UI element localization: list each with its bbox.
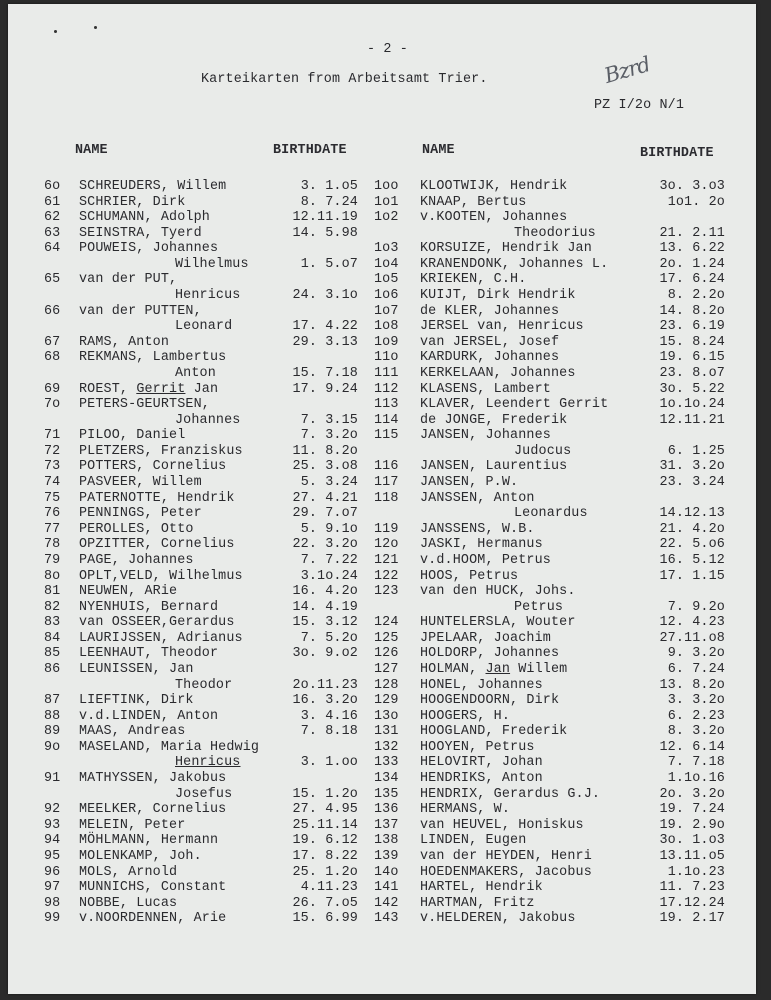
entry-birthdate: 23. 6.19 bbox=[659, 319, 725, 335]
entry-birthdate: 7. 3.2o bbox=[300, 428, 358, 444]
entry-birthdate: 7. 7.22 bbox=[300, 552, 358, 568]
entry-name: HERMANS, W. bbox=[420, 802, 511, 818]
entry-birthdate: 1. 5.o7 bbox=[300, 256, 358, 272]
page-number: - 2 - bbox=[367, 42, 408, 57]
entry-number: 115 bbox=[374, 428, 399, 444]
entry-birthdate: 12. 6.14 bbox=[659, 739, 725, 755]
entry-number: 132 bbox=[374, 739, 399, 755]
entry-birthdate: 25. 1.2o bbox=[292, 864, 358, 880]
entry-number: 77 bbox=[44, 521, 61, 537]
entry-name: Judocus bbox=[514, 443, 572, 459]
entry-number: 143 bbox=[374, 911, 399, 927]
entry-name: Henricus bbox=[175, 755, 241, 771]
entry-number: 74 bbox=[44, 475, 61, 491]
entry-name: Theodorius bbox=[514, 225, 596, 241]
entry-number: 125 bbox=[374, 630, 399, 646]
entry-name: RAMS, Anton bbox=[79, 334, 170, 350]
entry-birthdate: 3.1o.24 bbox=[300, 568, 358, 584]
punch-mark bbox=[54, 30, 57, 33]
entry-number: 119 bbox=[374, 521, 399, 537]
entry-birthdate: 25.11.14 bbox=[292, 817, 358, 833]
entry-number: 78 bbox=[44, 537, 61, 553]
entry-name: MOLS, Arnold bbox=[79, 864, 178, 880]
entry-name: LINDEN, Eugen bbox=[420, 833, 527, 849]
entry-name: HARTEL, Hendrik bbox=[420, 880, 543, 896]
entry-birthdate: 12.11.19 bbox=[292, 210, 358, 226]
left-birthdate-header: BIRTHDATE bbox=[273, 143, 347, 158]
entry-name: KORSUIZE, Hendrik Jan bbox=[420, 241, 592, 257]
entry-number: 8o bbox=[44, 568, 61, 584]
entry-name: REKMANS, Lambertus bbox=[79, 350, 227, 366]
entry-name: KUIJT, Dirk Hendrik bbox=[420, 288, 576, 304]
entry-number: 98 bbox=[44, 895, 61, 911]
entry-birthdate: 17. 6.24 bbox=[659, 272, 725, 288]
entry-name: v.HELDEREN, Jakobus bbox=[420, 911, 576, 927]
entry-number: 61 bbox=[44, 194, 61, 210]
entry-birthdate: 19. 7.24 bbox=[659, 802, 725, 818]
entry-name: NEUWEN, ARie bbox=[79, 584, 178, 600]
entry-number: 89 bbox=[44, 724, 61, 740]
entry-number: 131 bbox=[374, 724, 399, 740]
entry-birthdate: 1o1. 2o bbox=[667, 194, 725, 210]
entry-birthdate: 23. 8.o7 bbox=[659, 365, 725, 381]
entry-birthdate: 19. 6.12 bbox=[292, 833, 358, 849]
entry-name: HOLMAN, Jan Willem bbox=[420, 661, 568, 677]
entry-name: JANSSENS, W.B. bbox=[420, 521, 535, 537]
entry-birthdate: 22. 3.2o bbox=[292, 537, 358, 553]
entry-name: SCHUMANN, Adolph bbox=[79, 210, 210, 226]
entry-birthdate: 4.11.23 bbox=[300, 880, 358, 896]
entry-name: HENDRIX, Gerardus G.J. bbox=[420, 786, 601, 802]
entry-number: 6o bbox=[44, 179, 61, 194]
entry-number: 76 bbox=[44, 506, 61, 522]
entry-birthdate: 7. 5.2o bbox=[300, 630, 358, 646]
entry-birthdate: 14.12.13 bbox=[659, 506, 725, 522]
entry-name: HOOS, Petrus bbox=[420, 568, 519, 584]
entry-name: JANSEN, Laurentius bbox=[420, 459, 568, 475]
entry-number: 1o5 bbox=[374, 272, 399, 288]
entry-name: PEROLLES, Otto bbox=[79, 521, 194, 537]
entry-number: 85 bbox=[44, 646, 61, 662]
entry-name: MASELAND, Maria Hedwig bbox=[79, 739, 260, 755]
entry-birthdate: 16. 3.2o bbox=[292, 693, 358, 709]
entry-name: MELEIN, Peter bbox=[79, 817, 186, 833]
entry-name: PILOO, Daniel bbox=[79, 428, 186, 444]
entry-birthdate: 27. 4.21 bbox=[292, 490, 358, 506]
entry-number: 114 bbox=[374, 412, 399, 428]
entry-number: 113 bbox=[374, 397, 399, 413]
entry-name: Anton bbox=[175, 365, 216, 381]
entry-birthdate: 13.11.o5 bbox=[659, 848, 725, 864]
entry-birthdate: 3o. 3.o3 bbox=[659, 179, 725, 194]
entry-name: HONEL, Johannes bbox=[420, 677, 543, 693]
entry-number: 12o bbox=[374, 537, 399, 553]
entry-birthdate: 7. 9.2o bbox=[667, 599, 725, 615]
entry-birthdate: 17. 9.24 bbox=[292, 381, 358, 397]
entry-birthdate: 14. 4.19 bbox=[292, 599, 358, 615]
entry-birthdate: 7. 7.18 bbox=[667, 755, 725, 771]
entry-birthdate: 19. 2.9o bbox=[659, 817, 725, 833]
entry-name: van der PUT, bbox=[79, 272, 178, 288]
entry-name: JPELAAR, Joachim bbox=[420, 630, 551, 646]
entry-birthdate: 8. 7.24 bbox=[300, 194, 358, 210]
entry-birthdate: 8. 3.2o bbox=[667, 724, 725, 740]
entry-name: HOEDENMAKERS, Jacobus bbox=[420, 864, 592, 880]
entry-number: 9o bbox=[44, 739, 61, 755]
entry-number: 14o bbox=[374, 864, 399, 880]
entry-name: MEELKER, Cornelius bbox=[79, 802, 227, 818]
entry-name: Leonard bbox=[175, 319, 233, 335]
entry-number: 1oo bbox=[374, 179, 399, 194]
entry-birthdate: 8. 2.2o bbox=[667, 288, 725, 304]
entry-name: Henricus bbox=[175, 288, 241, 304]
entry-name: Leonardus bbox=[514, 506, 588, 522]
entry-birthdate: 1.1o.16 bbox=[667, 771, 725, 787]
entry-birthdate: 3o. 1.o3 bbox=[659, 833, 725, 849]
entry-number: 84 bbox=[44, 630, 61, 646]
entry-birthdate: 3. 1.o5 bbox=[300, 179, 358, 194]
entry-name: v.NOORDENNEN, Arie bbox=[79, 911, 227, 927]
entry-name: MOLENKAMP, Joh. bbox=[79, 848, 202, 864]
entry-name: SEINSTRA, Tyerd bbox=[79, 225, 202, 241]
entry-birthdate: 19. 6.15 bbox=[659, 350, 725, 366]
entry-name: MÖHLMANN, Hermann bbox=[79, 833, 219, 849]
entry-birthdate: 3. 3.2o bbox=[667, 693, 725, 709]
entry-birthdate: 9. 3.2o bbox=[667, 646, 725, 662]
entry-number: 135 bbox=[374, 786, 399, 802]
entry-number: 1o6 bbox=[374, 288, 399, 304]
entry-number: 65 bbox=[44, 272, 61, 288]
entry-name: KRIEKEN, C.H. bbox=[420, 272, 527, 288]
entry-birthdate: 15. 8.24 bbox=[659, 334, 725, 350]
entry-birthdate: 3o. 9.o2 bbox=[292, 646, 358, 662]
entry-name: JASKI, Hermanus bbox=[420, 537, 543, 553]
entry-birthdate: 3o. 5.22 bbox=[659, 381, 725, 397]
entry-name: KLOOTWIJK, Hendrik bbox=[420, 179, 568, 194]
entry-name: NYENHUIS, Bernard bbox=[79, 599, 219, 615]
entry-name: KNAAP, Bertus bbox=[420, 194, 527, 210]
entry-number: 73 bbox=[44, 459, 61, 475]
entry-name: ROEST, Gerrit Jan bbox=[79, 381, 219, 397]
entry-number: 79 bbox=[44, 552, 61, 568]
entry-number: 87 bbox=[44, 693, 61, 709]
entry-number: 1o3 bbox=[374, 241, 399, 257]
entry-birthdate: 15. 6.99 bbox=[292, 911, 358, 927]
entry-name: van HEUVEL, Honiskus bbox=[420, 817, 584, 833]
entry-birthdate: 3. 1.oo bbox=[300, 755, 358, 771]
entry-name: MUNNICHS, Constant bbox=[79, 880, 227, 896]
entry-number: 71 bbox=[44, 428, 61, 444]
entry-birthdate: 27. 4.95 bbox=[292, 802, 358, 818]
entry-name: JANSEN, Johannes bbox=[420, 428, 551, 444]
entry-birthdate: 1o.1o.24 bbox=[659, 397, 725, 413]
entry-number: 118 bbox=[374, 490, 399, 506]
entry-name: van der HEYDEN, Henri bbox=[420, 848, 592, 864]
document-page bbox=[8, 4, 756, 994]
entry-number: 82 bbox=[44, 599, 61, 615]
entry-name: de JONGE, Frederik bbox=[420, 412, 568, 428]
entry-birthdate: 17. 8.22 bbox=[292, 848, 358, 864]
entry-number: 81 bbox=[44, 584, 61, 600]
entry-number: 139 bbox=[374, 848, 399, 864]
entry-birthdate: 25. 3.o8 bbox=[292, 459, 358, 475]
entry-number: 138 bbox=[374, 833, 399, 849]
entry-number: 111 bbox=[374, 365, 399, 381]
entry-name: MAAS, Andreas bbox=[79, 724, 186, 740]
entry-name: PLETZERS, Franziskus bbox=[79, 443, 243, 459]
entry-name: KERKELAAN, Johannes bbox=[420, 365, 576, 381]
entry-birthdate: 7. 3.15 bbox=[300, 412, 358, 428]
entry-birthdate: 17. 4.22 bbox=[292, 319, 358, 335]
entry-number: 68 bbox=[44, 350, 61, 366]
entry-birthdate: 29. 7.o7 bbox=[292, 506, 358, 522]
entry-name: KLASENS, Lambert bbox=[420, 381, 551, 397]
entry-name: SCHREUDERS, Willem bbox=[79, 179, 227, 194]
entry-number: 1o1 bbox=[374, 194, 399, 210]
entry-number: 97 bbox=[44, 880, 61, 896]
entry-name: LEUNISSEN, Jan bbox=[79, 661, 194, 677]
entry-name: Petrus bbox=[514, 599, 564, 615]
entry-name: KLAVER, Leendert Gerrit bbox=[420, 397, 609, 413]
entry-name: van der PUTTEN, bbox=[79, 303, 202, 319]
entry-name: POUWEIS, Johannes bbox=[79, 241, 219, 257]
entry-number: 13o bbox=[374, 708, 399, 724]
entry-name: LIEFTINK, Dirk bbox=[79, 693, 194, 709]
entry-birthdate: 31. 3.2o bbox=[659, 459, 725, 475]
entry-name: KARDURK, Johannes bbox=[420, 350, 560, 366]
entry-name: JANSEN, P.W. bbox=[420, 475, 519, 491]
entry-birthdate: 5. 9.1o bbox=[300, 521, 358, 537]
entry-name: PAGE, Johannes bbox=[79, 552, 194, 568]
entry-birthdate: 14. 8.2o bbox=[659, 303, 725, 319]
punch-mark bbox=[94, 26, 97, 29]
entry-number: 126 bbox=[374, 646, 399, 662]
entry-number: 67 bbox=[44, 334, 61, 350]
entry-birthdate: 21. 2.11 bbox=[659, 225, 725, 241]
entry-birthdate: 15. 3.12 bbox=[292, 615, 358, 631]
entry-number: 1o4 bbox=[374, 256, 399, 272]
entry-number: 94 bbox=[44, 833, 61, 849]
entry-number: 133 bbox=[374, 755, 399, 771]
entry-number: 83 bbox=[44, 615, 61, 631]
entry-number: 1o7 bbox=[374, 303, 399, 319]
entry-name: PETERS-GEURTSEN, bbox=[79, 397, 210, 413]
entry-number: 1o8 bbox=[374, 319, 399, 335]
entry-birthdate: 2o. 1.24 bbox=[659, 256, 725, 272]
entry-number: 93 bbox=[44, 817, 61, 833]
entry-birthdate: 26. 7.o5 bbox=[292, 895, 358, 911]
entry-number: 124 bbox=[374, 615, 399, 631]
entry-birthdate: 2o. 3.2o bbox=[659, 786, 725, 802]
entry-number: 1o2 bbox=[374, 210, 399, 226]
document-title: Karteikarten from Arbeitsamt Trier. bbox=[201, 72, 488, 87]
entry-birthdate: 12. 4.23 bbox=[659, 615, 725, 631]
entry-birthdate: 23. 3.24 bbox=[659, 475, 725, 491]
right-name-header: NAME bbox=[422, 143, 455, 158]
entry-number: 137 bbox=[374, 817, 399, 833]
entry-number: 88 bbox=[44, 708, 61, 724]
entry-number: 122 bbox=[374, 568, 399, 584]
entry-name: POTTERS, Cornelius bbox=[79, 459, 227, 475]
entry-birthdate: 2o.11.23 bbox=[292, 677, 358, 693]
entry-number: 86 bbox=[44, 661, 61, 677]
entry-name: HOOGLAND, Frederik bbox=[420, 724, 568, 740]
entry-number: 96 bbox=[44, 864, 61, 880]
entry-birthdate: 16. 4.2o bbox=[292, 584, 358, 600]
entry-birthdate: 24. 3.1o bbox=[292, 288, 358, 304]
entry-name: PATERNOTTE, Hendrik bbox=[79, 490, 235, 506]
entry-number: 128 bbox=[374, 677, 399, 693]
entry-name: NOBBE, Lucas bbox=[79, 895, 178, 911]
entry-birthdate: 5. 3.24 bbox=[300, 475, 358, 491]
entry-number: 136 bbox=[374, 802, 399, 818]
entry-number: 112 bbox=[374, 381, 399, 397]
handwritten-signature: Bzrd bbox=[601, 52, 653, 88]
entry-name: HOOYEN, Petrus bbox=[420, 739, 535, 755]
entry-name: Josefus bbox=[175, 786, 233, 802]
entry-number: 121 bbox=[374, 552, 399, 568]
entry-birthdate: 27.11.o8 bbox=[659, 630, 725, 646]
entry-name: JERSEL van, Henricus bbox=[420, 319, 584, 335]
entry-name: HOLDORP, Johannes bbox=[420, 646, 560, 662]
entry-name: Johannes bbox=[175, 412, 241, 428]
entry-birthdate: 6. 1.25 bbox=[667, 443, 725, 459]
entry-number: 129 bbox=[374, 693, 399, 709]
entry-birthdate: 13. 6.22 bbox=[659, 241, 725, 257]
entry-name: v.KOOTEN, Johannes bbox=[420, 210, 568, 226]
entry-number: 141 bbox=[374, 880, 399, 896]
entry-name: PASVEER, Willem bbox=[79, 475, 202, 491]
entry-number: 75 bbox=[44, 490, 61, 506]
entry-number: 62 bbox=[44, 210, 61, 226]
entry-name: HUNTELERSLA, Wouter bbox=[420, 615, 576, 631]
entry-name: HENDRIKS, Anton bbox=[420, 771, 543, 787]
entry-number: 91 bbox=[44, 771, 61, 787]
entry-birthdate: 12.11.21 bbox=[659, 412, 725, 428]
entry-birthdate: 21. 4.2o bbox=[659, 521, 725, 537]
entry-birthdate: 6. 7.24 bbox=[667, 661, 725, 677]
entry-name: de KLER, Johannes bbox=[420, 303, 560, 319]
entry-birthdate: 6. 2.23 bbox=[667, 708, 725, 724]
entry-birthdate: 13. 8.2o bbox=[659, 677, 725, 693]
left-name-header: NAME bbox=[75, 143, 108, 158]
entry-name: KRANENDONK, Johannes L. bbox=[420, 256, 609, 272]
entry-number: 127 bbox=[374, 661, 399, 677]
entry-birthdate: 22. 5.o6 bbox=[659, 537, 725, 553]
entry-number: 142 bbox=[374, 895, 399, 911]
entry-birthdate: 16. 5.12 bbox=[659, 552, 725, 568]
entry-name: OPZITTER, Cornelius bbox=[79, 537, 235, 553]
entry-name: Theodor bbox=[175, 677, 233, 693]
entry-birthdate: 29. 3.13 bbox=[292, 334, 358, 350]
entry-birthdate: 1.1o.23 bbox=[667, 864, 725, 880]
entry-birthdate: 15. 1.2o bbox=[292, 786, 358, 802]
entry-birthdate: 3. 4.16 bbox=[300, 708, 358, 724]
entry-name: HOOGENDOORN, Dirk bbox=[420, 693, 560, 709]
entry-number: 72 bbox=[44, 443, 61, 459]
entry-number: 63 bbox=[44, 225, 61, 241]
entry-number: 117 bbox=[374, 475, 399, 491]
entry-number: 116 bbox=[374, 459, 399, 475]
entry-name: MATHYSSEN, Jakobus bbox=[79, 771, 227, 787]
entry-name: SCHRIER, Dirk bbox=[79, 194, 186, 210]
entry-name: van JERSEL, Josef bbox=[420, 334, 560, 350]
entry-birthdate: 15. 7.18 bbox=[292, 365, 358, 381]
entry-name: van den HUCK, Johs. bbox=[420, 584, 576, 600]
entry-name: HELOVIRT, Johan bbox=[420, 755, 543, 771]
entry-name: HOOGERS, H. bbox=[420, 708, 511, 724]
entry-name: v.d.HOOM, Petrus bbox=[420, 552, 551, 568]
entry-birthdate: 11. 8.2o bbox=[292, 443, 358, 459]
right-birthdate-header: BIRTHDATE bbox=[640, 146, 714, 161]
entry-number: 1o9 bbox=[374, 334, 399, 350]
entry-number: 92 bbox=[44, 802, 61, 818]
entry-number: 69 bbox=[44, 381, 61, 397]
entry-birthdate: 17.12.24 bbox=[659, 895, 725, 911]
entry-number: 64 bbox=[44, 241, 61, 257]
reference-code: PZ I/2o N/1 bbox=[594, 98, 685, 113]
entry-number: 11o bbox=[374, 350, 399, 366]
entry-birthdate: 11. 7.23 bbox=[659, 880, 725, 896]
entry-number: 95 bbox=[44, 848, 61, 864]
entry-birthdate: 14. 5.98 bbox=[292, 225, 358, 241]
entry-name: Wilhelmus bbox=[175, 256, 249, 272]
entry-number: 7o bbox=[44, 397, 61, 413]
entry-birthdate: 7. 8.18 bbox=[300, 724, 358, 740]
entry-number: 123 bbox=[374, 584, 399, 600]
entry-name: OPLT,VELD, Wilhelmus bbox=[79, 568, 243, 584]
entry-number: 134 bbox=[374, 771, 399, 787]
entry-number: 99 bbox=[44, 911, 61, 927]
entry-name: PENNINGS, Peter bbox=[79, 506, 202, 522]
entry-name: LAURIJSSEN, Adrianus bbox=[79, 630, 243, 646]
entry-name: v.d.LINDEN, Anton bbox=[79, 708, 219, 724]
entry-number: 66 bbox=[44, 303, 61, 319]
entry-birthdate: 17. 1.15 bbox=[659, 568, 725, 584]
entry-birthdate: 19. 2.17 bbox=[659, 911, 725, 927]
entry-name: HARTMAN, Fritz bbox=[420, 895, 535, 911]
entry-name: van OSSEER,Gerardus bbox=[79, 615, 235, 631]
entry-name: LEENHAUT, Theodor bbox=[79, 646, 219, 662]
entry-name: JANSSEN, Anton bbox=[420, 490, 535, 506]
